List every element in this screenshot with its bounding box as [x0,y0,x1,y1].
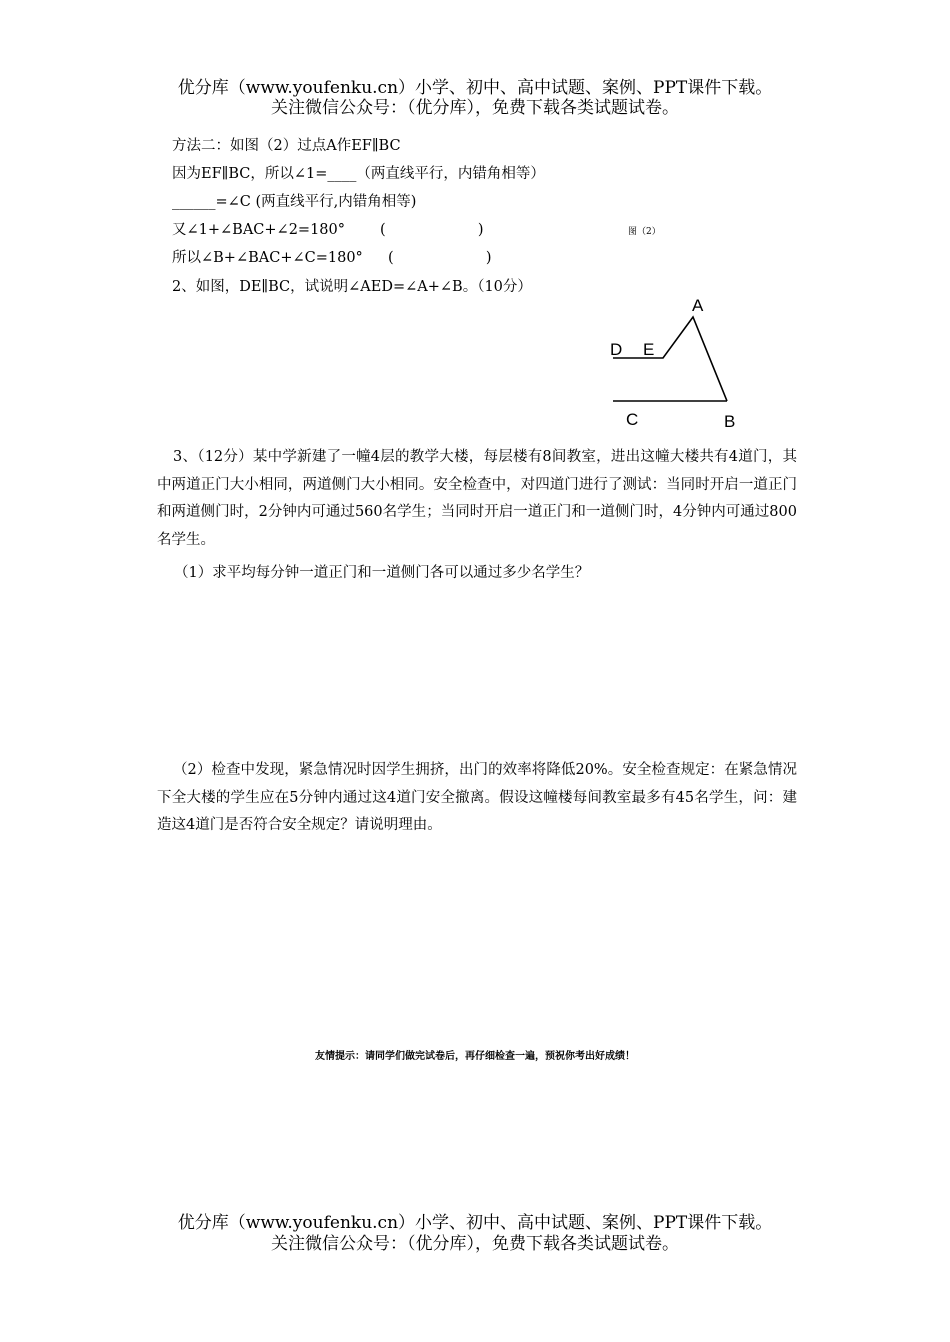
line-de-ea-ab [613,317,727,401]
header-line-2: 关注微信公众号：（优分库），免费下载各类试题试卷。 [271,98,679,118]
method2-step-1: 因为EF∥BC，所以∠1=____（两直线平行，内错角相等） [172,166,545,182]
friendly-tip: 友情提示：请同学们做完试卷后，再仔细检查一遍，预祝你考出好成绩！ [315,1051,635,1062]
question-2-text: 2、如图，DE∥BC，试说明∠AED=∠A+∠B。（10分） [172,279,532,295]
point-label-b: B [724,412,736,431]
question-3-intro-text: 3、（12分）某中学新建了一幢4层的教学大楼，每层楼有8间教室，进出这幢大楼共有4道门，其中两道正门大小相同，两道侧门大小相同。安全检查中，对四道门进行了测试：当同时开启一道正门和两道侧门时，2分钟内可通过560名学生；当同时开启一道正门和一道侧门时，4分钟内可通过800名学生。 [157,449,797,548]
question-3-part-1: （1）求平均每分钟一道正门和一道侧门各可以通过多少名学生？ [174,565,590,581]
method2-step-3-reason: ( ) [380,222,484,238]
question-3-part-2-text: （2）检查中发现，紧急情况时因学生拥挤，出门的效率将降低20%。安全检查规定：在紧急情况下全大楼的学生应在5分钟内通过这4道门安全撤离。假设这幢楼每间教室最多有45名学生，问：建造这4道门是否符合安全规定？请说明理由。 [157,762,797,833]
method2-step-4: 所以∠B+∠BAC+∠C=180° [172,250,363,266]
footer-line-1: 优分库（www.youfenku.cn）小学、初中、高中试题、案例、PPT课件下载。 [177,1213,773,1233]
question-2-figure [600,290,760,440]
point-label-a: A [692,296,704,315]
point-label-e: E [643,340,655,359]
footer-line-2: 关注微信公众号：（优分库），免费下载各类试题试卷。 [271,1234,679,1254]
method2-step-4-reason: ( ) [388,250,492,266]
header-line-1: 优分库（www.youfenku.cn）小学、初中、高中试题、案例、PPT课件下载。 [177,78,773,98]
question-3-part-2 [157,757,797,840]
point-label-c: C [626,410,639,429]
method2-title: 方法二：如图（2）过点A作EF∥BC [172,138,401,154]
method2-step-2: ______=∠C (两直线平行,内错角相等) [172,194,417,210]
method2-step-3: 又∠1+∠BAC+∠2=180° [172,222,345,238]
figure-2-label: 图（2） [628,227,661,237]
point-label-d: D [610,340,623,359]
question-3-intro [157,444,797,554]
